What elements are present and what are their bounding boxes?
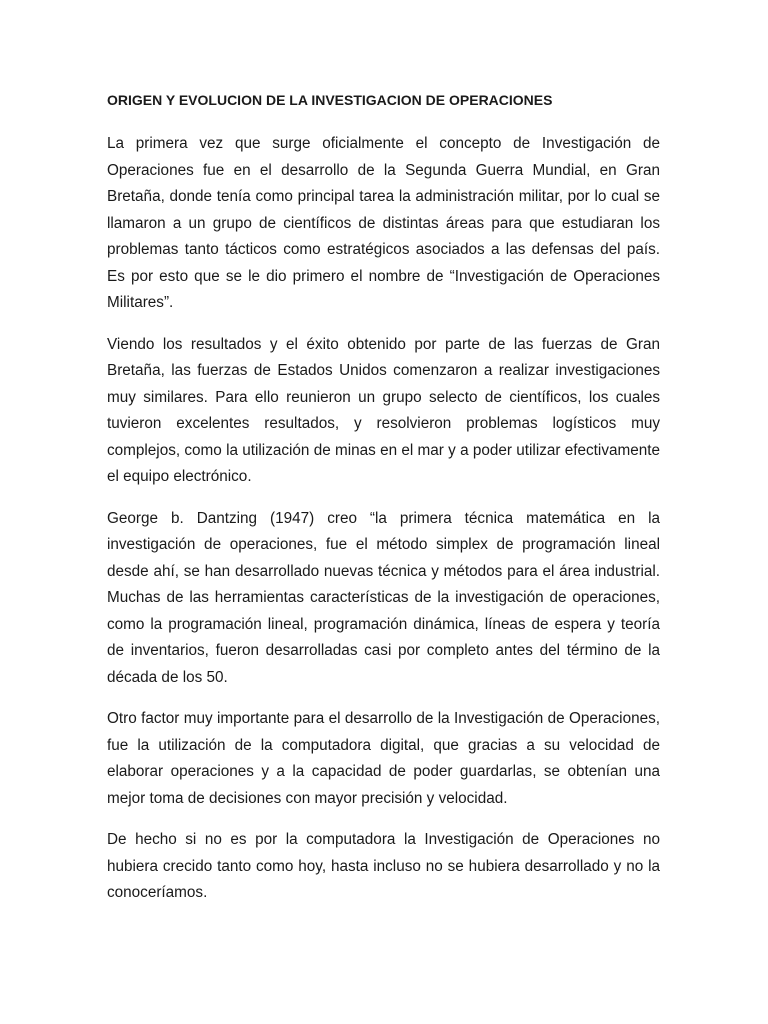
document-title: ORIGEN Y EVOLUCION DE LA INVESTIGACION DE OPERACIONES xyxy=(107,92,553,108)
paragraph-dantzing-simplex: George b. Dantzing (1947) creo “la primera técnica matemática en la investigación de operaciones, fue el método simplex de programación lineal desde ahí, se han desarrollado nuevas técnica y métodos para el área industrial. Muchas de las herramientas características de la investigación de operaciones, como la programación lineal, programación dinámica, líneas de espera y teoría de inventarios, fueron desarrolladas casi por completo antes del término de la década de los 50. xyxy=(107,509,660,686)
paragraph-united-states: Viendo los resultados y el éxito obtenido por parte de las fuerzas de Gran Bretaña, las fuerzas de Estados Unidos comenzaron a realizar investigaciones muy similares. Para ello reunieron un grupo selecto de científicos, los cuales tuvieron excelentes resultados, y resolvieron problemas logísticos muy complejos, como la utilización de minas en el mar y a poder utilizar efectivamente el equipo electrónico. xyxy=(107,335,660,485)
paragraph-origin: La primera vez que surge oficialmente el concepto de Investigación de Operaciones fue en el desarrollo de la Segunda Guerra Mundial, en Gran Bretaña, donde tenía como principal tarea la administración militar, por lo cual se llamaron a un grupo de científicos de distintas áreas para que estudiaran los problemas tanto tácticos como estratégicos asociados a las defensas del país. Es por esto que se le dio primero el nombre de “Investigación de Operaciones Militares”. xyxy=(107,135,660,311)
paragraph-conclusion: De hecho si no es por la computadora la Investigación de Operaciones no hubiera crecido tanto como hoy, hasta incluso no se hubiera desarrollado y no la conoceríamos. xyxy=(107,831,660,901)
document-body xyxy=(107,90,660,922)
paragraph-digital-computer: Otro factor muy importante para el desarrollo de la Investigación de Operaciones, fue la utilización de la computadora digital, que gracias a su velocidad de elaborar operaciones y a la capacidad de poder guardarlas, se obtenían una mejor toma de decisiones con mayor precisión y velocidad. xyxy=(107,710,660,807)
